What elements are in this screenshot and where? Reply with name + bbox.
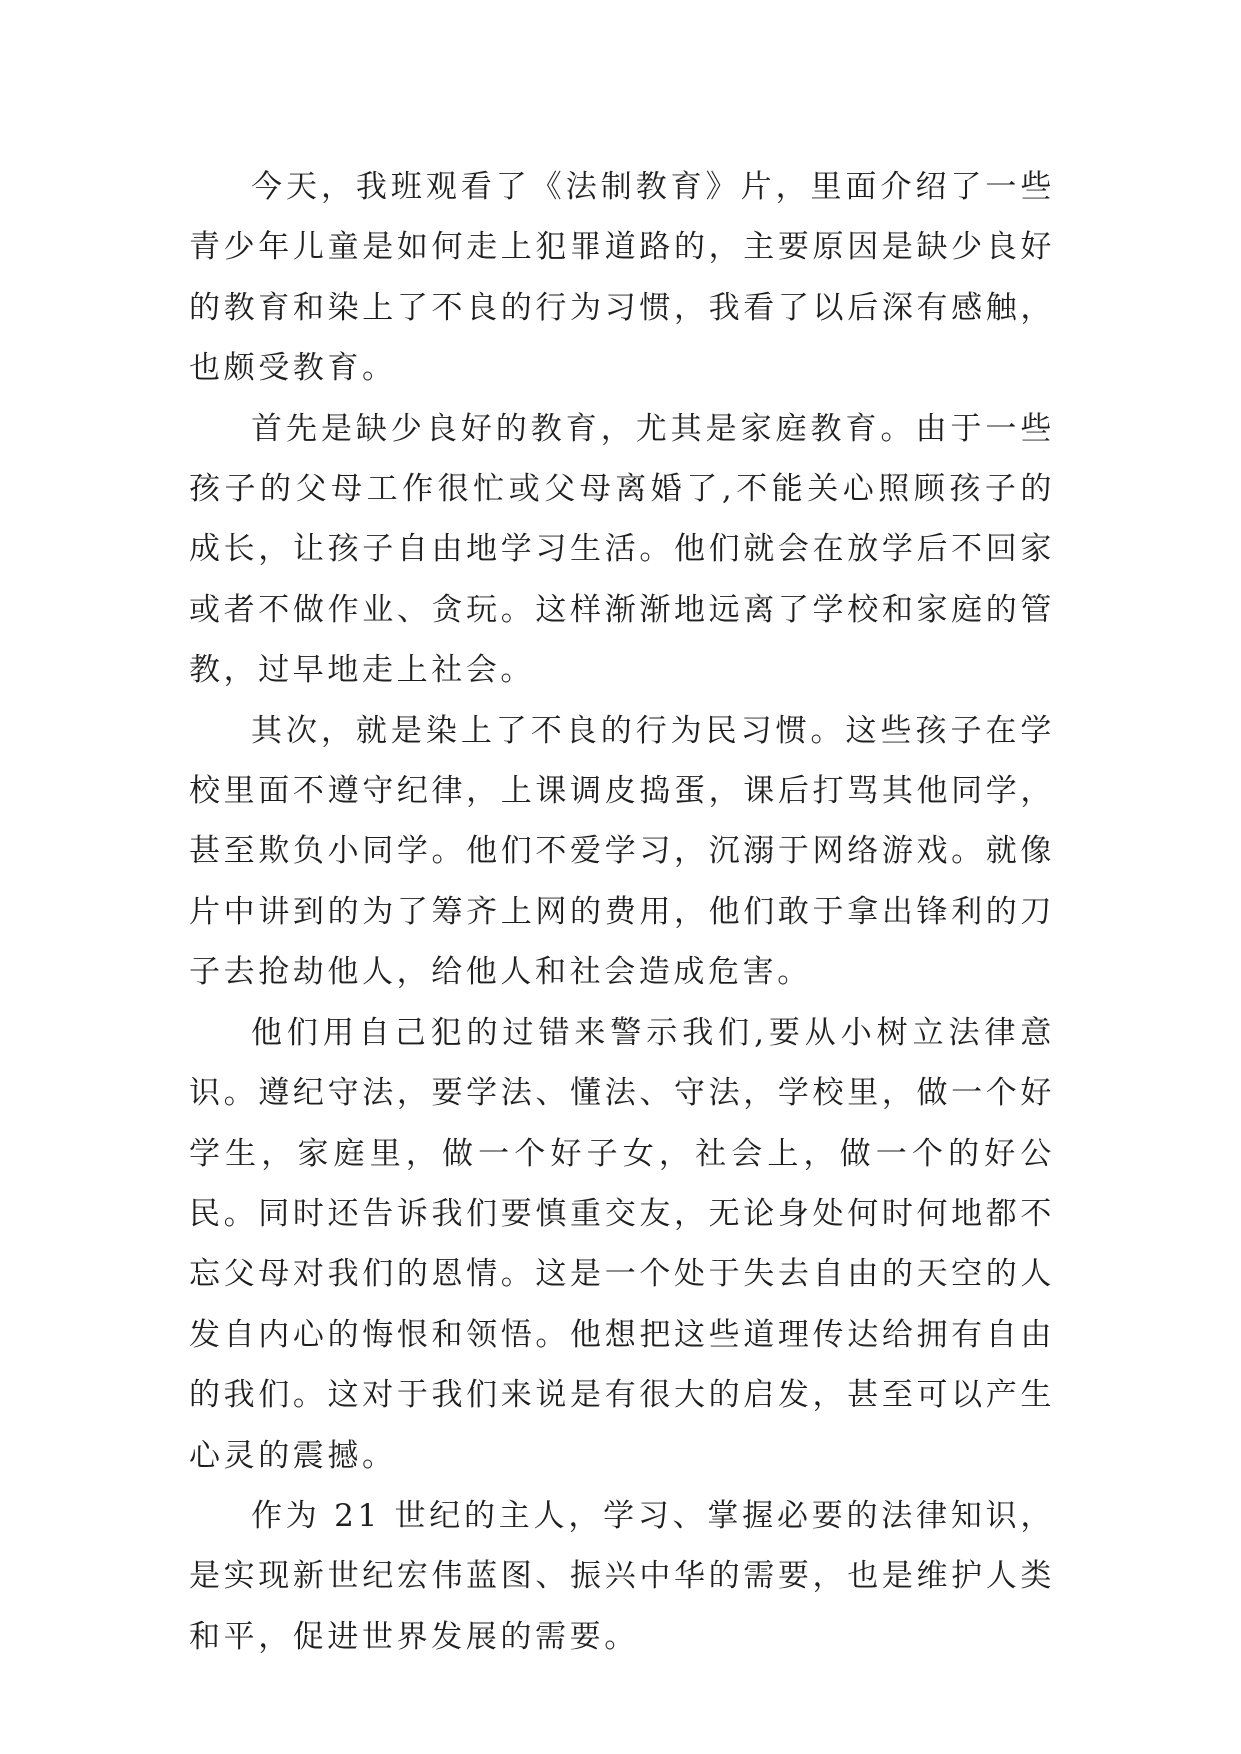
document-body [189, 157, 1055, 1667]
paragraph-4: 他们用自己犯的过错来警示我们,要从小树立法律意识。遵纪守法，要学法、懂法、守法，学校里，做一个好学生，家庭里，做一个好子女，社会上，做一个的好公民。同时还告诉我们要慎重交友，无论身处何时何地都不忘父母对我们的恩情。这是一个处于失去自由的天空的人发自内心的悔恨和领悟。他想把这些道理传达给拥有自由的我们。这对于我们来说是有很大的启发，甚至可以产生心灵的震撼。 [189, 1014, 1055, 1474]
paragraph-2: 首先是缺少良好的教育，尤其是家庭教育。由于一些孩子的父母工作很忙或父母离婚了,不能关心照顾孩子的成长，让孩子自由地学习生活。他们就会在放学后不回家或者不做作业、贪玩。这样渐渐地远离了学校和家庭的管教，过早地走上社会。 [189, 410, 1055, 689]
paragraph-1: 今天，我班观看了《法制教育》片，里面介绍了一些青少年儿童是如何走上犯罪道路的，主要原因是缺少良好的教育和染上了不良的行为习惯，我看了以后深有感触，也颇受教育。 [189, 169, 1055, 387]
paragraph-5: 作为 21 世纪的主人，学习、掌握必要的法律知识，是实现新世纪宏伟蓝图、振兴中华的需要，也是维护人类和平，促进世界发展的需要。 [189, 1497, 1055, 1655]
paragraph-3: 其次，就是染上了不良的行为民习惯。这些孩子在学校里面不遵守纪律，上课调皮捣蛋，课后打骂其他同学，甚至欺负小同学。他们不爱学习，沉溺于网络游戏。就像片中讲到的为了筹齐上网的费用，他们敢于拿出锋利的刀子去抢劫他人，给他人和社会造成危害。 [189, 712, 1055, 991]
